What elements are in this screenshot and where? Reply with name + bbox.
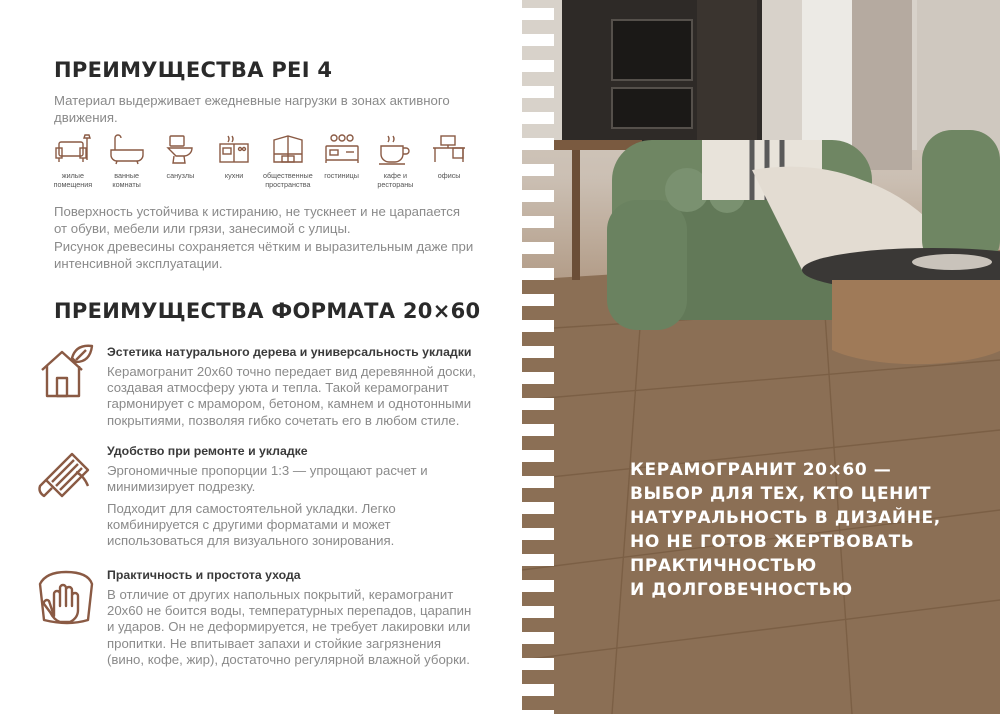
perforation-hole (522, 112, 554, 124)
kitchen-icon (214, 132, 254, 168)
perforation-hole (522, 34, 554, 46)
room-item (207, 132, 261, 192)
feature-text: Керамогранит 20х60 точно передает вид деревянной доски, создавая атмосферу уюта и тепла. Такой керамогранит гармонирует с мрамором, бетоном, камнем и однотонными покрытиями, позволяя гибко сочетать его в любом стиле. (107, 364, 476, 428)
quote-line: НО НЕ ГОТОВ ЖЕРТВОВАТЬ (630, 532, 915, 552)
quote-line: НАТУРАЛЬНОСТЬ В ДИЗАЙНЕ, (630, 508, 941, 528)
perforation-hole (522, 190, 554, 202)
perforation-hole (522, 268, 554, 280)
perforation-hole (522, 632, 554, 644)
room-item (154, 132, 208, 192)
perforation-hole (522, 86, 554, 98)
room-item (100, 132, 154, 192)
room-label: кафе и рестораны (377, 171, 414, 189)
perforation-hole (522, 242, 554, 254)
perforation-hole (522, 8, 554, 20)
perforation-hole (522, 294, 554, 306)
feature-title: Удобство при ремонте и укладке (107, 444, 308, 458)
room-label: гостиницы (324, 171, 359, 180)
perforation-hole (522, 60, 554, 72)
room-item (46, 132, 100, 192)
interior-photo (522, 0, 1000, 714)
room-label: ванные комнаты (112, 171, 141, 189)
pattern-paragraph: Рисунок древесины сохраняется чётким и выразительным даже при интенсивной эксплуатации. (54, 239, 474, 271)
pei-lead: Материал выдерживает ежедневные нагрузки в зонах активного движения. (54, 93, 450, 125)
room-label: жилые помещения (53, 171, 93, 189)
perforation-hole (522, 398, 554, 410)
perforation-hole (522, 502, 554, 514)
perforation-hole (522, 554, 554, 566)
quote-line: КЕРАМОГРАНИТ 20×60 — (630, 460, 892, 480)
perforation-hole (522, 710, 554, 714)
quote-line: ПРАКТИЧНОСТЬЮ (630, 556, 817, 576)
perforation-hole (522, 216, 554, 228)
format-heading: ПРЕИМУЩЕСТВА ФОРМАТА 20×60 (54, 299, 481, 323)
pei-heading: ПРЕИМУЩЕСТВА PEI 4 (54, 58, 333, 82)
bathtub-icon (107, 132, 147, 168)
perforation-hole (522, 658, 554, 670)
room-item (315, 132, 369, 192)
perforated-edge (522, 0, 554, 714)
quote-line: И ДОЛГОВЕЧНОСТЬЮ (630, 580, 853, 600)
perforation-hole (522, 346, 554, 358)
room-icons-row (46, 132, 476, 192)
perforation-hole (522, 476, 554, 488)
room-item (369, 132, 423, 192)
armchair-icon (53, 132, 93, 168)
room-item (261, 132, 315, 192)
living-room-illustration (522, 0, 1000, 714)
trowel-icon (36, 442, 98, 504)
room-label: кухни (224, 171, 244, 180)
quote-line: ВЫБОР ДЛЯ ТЕХ, КТО ЦЕНИТ (630, 484, 932, 504)
feature-text-secondary: Подходит для самостоятельной укладки. Легко комбинируется с другими форматами и может использоваться для визуального зонирования. (107, 501, 396, 549)
abrasion-paragraph: Поверхность устойчива к истиранию, не тускнеет и не царапается от обуви, мебели или грязи, занесимой с улицы. (54, 204, 460, 236)
house-leaf-icon (36, 340, 98, 402)
hotel-icon (322, 132, 362, 168)
room-item (422, 132, 476, 192)
quote-text (630, 458, 970, 602)
wiping-hand-icon (36, 566, 98, 628)
office-desk-icon (429, 132, 469, 168)
perforation-hole (522, 320, 554, 332)
perforation-hole (522, 372, 554, 384)
coffee-cup-icon (375, 132, 415, 168)
perforation-hole (522, 684, 554, 696)
perforation-hole (522, 580, 554, 592)
room-label: санузлы (166, 171, 195, 180)
feature-text: Эргономичные пропорции 1:3 — упрощают расчет и минимизирует подрезку. (107, 463, 428, 495)
perforation-hole (522, 138, 554, 150)
perforation-hole (522, 450, 554, 462)
perforation-hole (522, 606, 554, 618)
feature-title: Практичность и простота ухода (107, 568, 301, 582)
perforation-hole (522, 528, 554, 540)
public-space-icon (268, 132, 308, 168)
room-label: офисы (437, 171, 461, 180)
feature-text: В отличие от других напольных покрытий, керамогранит 20х60 не боится воды, температурных перепадов, царапин и ударов. Он не деформируется, не требует лакировки или пропитки. Не впитывает запахи и стойкие загрязнения (вино, кофе, жир), достаточно регулярной влажной уборки. (107, 587, 472, 667)
perforation-hole (522, 164, 554, 176)
feature-title: Эстетика натурального дерева и универсальность укладки (107, 345, 472, 359)
toilet-icon (160, 132, 200, 168)
room-label: общественные пространства (263, 171, 313, 189)
perforation-hole (522, 424, 554, 436)
